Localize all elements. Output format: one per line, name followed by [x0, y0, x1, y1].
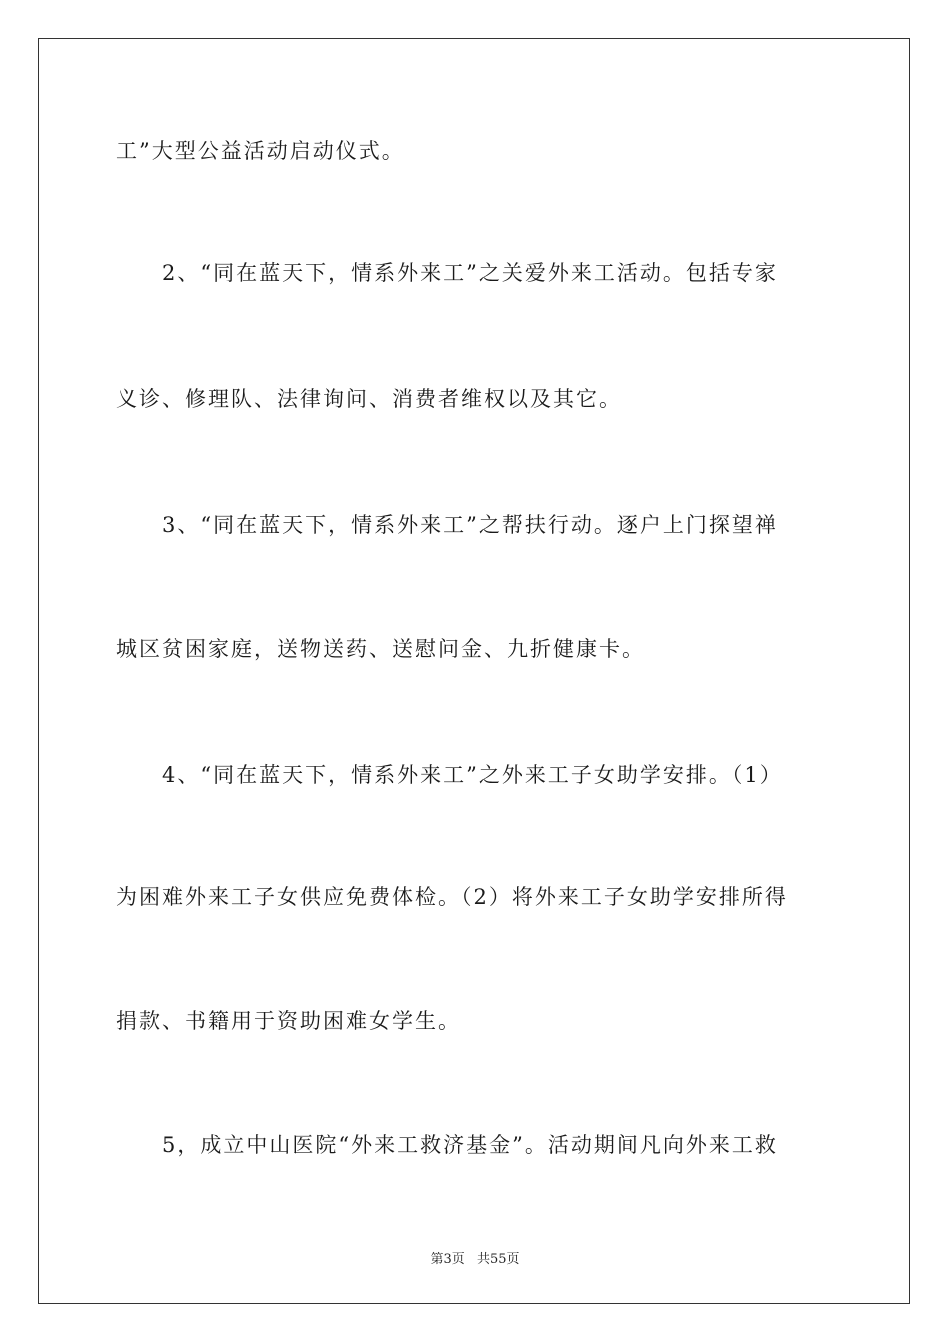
page-frame: [38, 38, 910, 1304]
text-line-2: 2、“同在蓝天下，情系外来工”之关爱外来工活动。包括专家: [162, 261, 778, 285]
text-line-1: 工”大型公益活动启动仪式。: [116, 139, 405, 163]
page-number: 第3页: [430, 1252, 465, 1267]
text-line-3: 义诊、修理队、法律询问、消费者维权以及其它。: [116, 387, 622, 411]
text-line-9: 5，成立中山医院“外来工救济基金”。活动期间凡向外来工救: [162, 1133, 778, 1157]
text-line-4: 3、“同在蓝天下，情系外来工”之帮扶行动。逐户上门探望禅: [162, 513, 778, 537]
text-line-5: 城区贫困家庭，送物送药、送慰问金、九折健康卡。: [116, 637, 645, 661]
text-line-7: 为困难外来工子女供应免费体检。（2）将外来工子女助学安排所得: [116, 885, 788, 909]
text-line-8: 捐款、书籍用于资助困难女学生。: [116, 1009, 461, 1033]
total-pages: 共55页: [476, 1252, 520, 1267]
page-footer: [0, 1248, 950, 1267]
text-line-6: 4、“同在蓝天下，情系外来工”之外来工子女助学安排。（1）: [162, 763, 783, 787]
